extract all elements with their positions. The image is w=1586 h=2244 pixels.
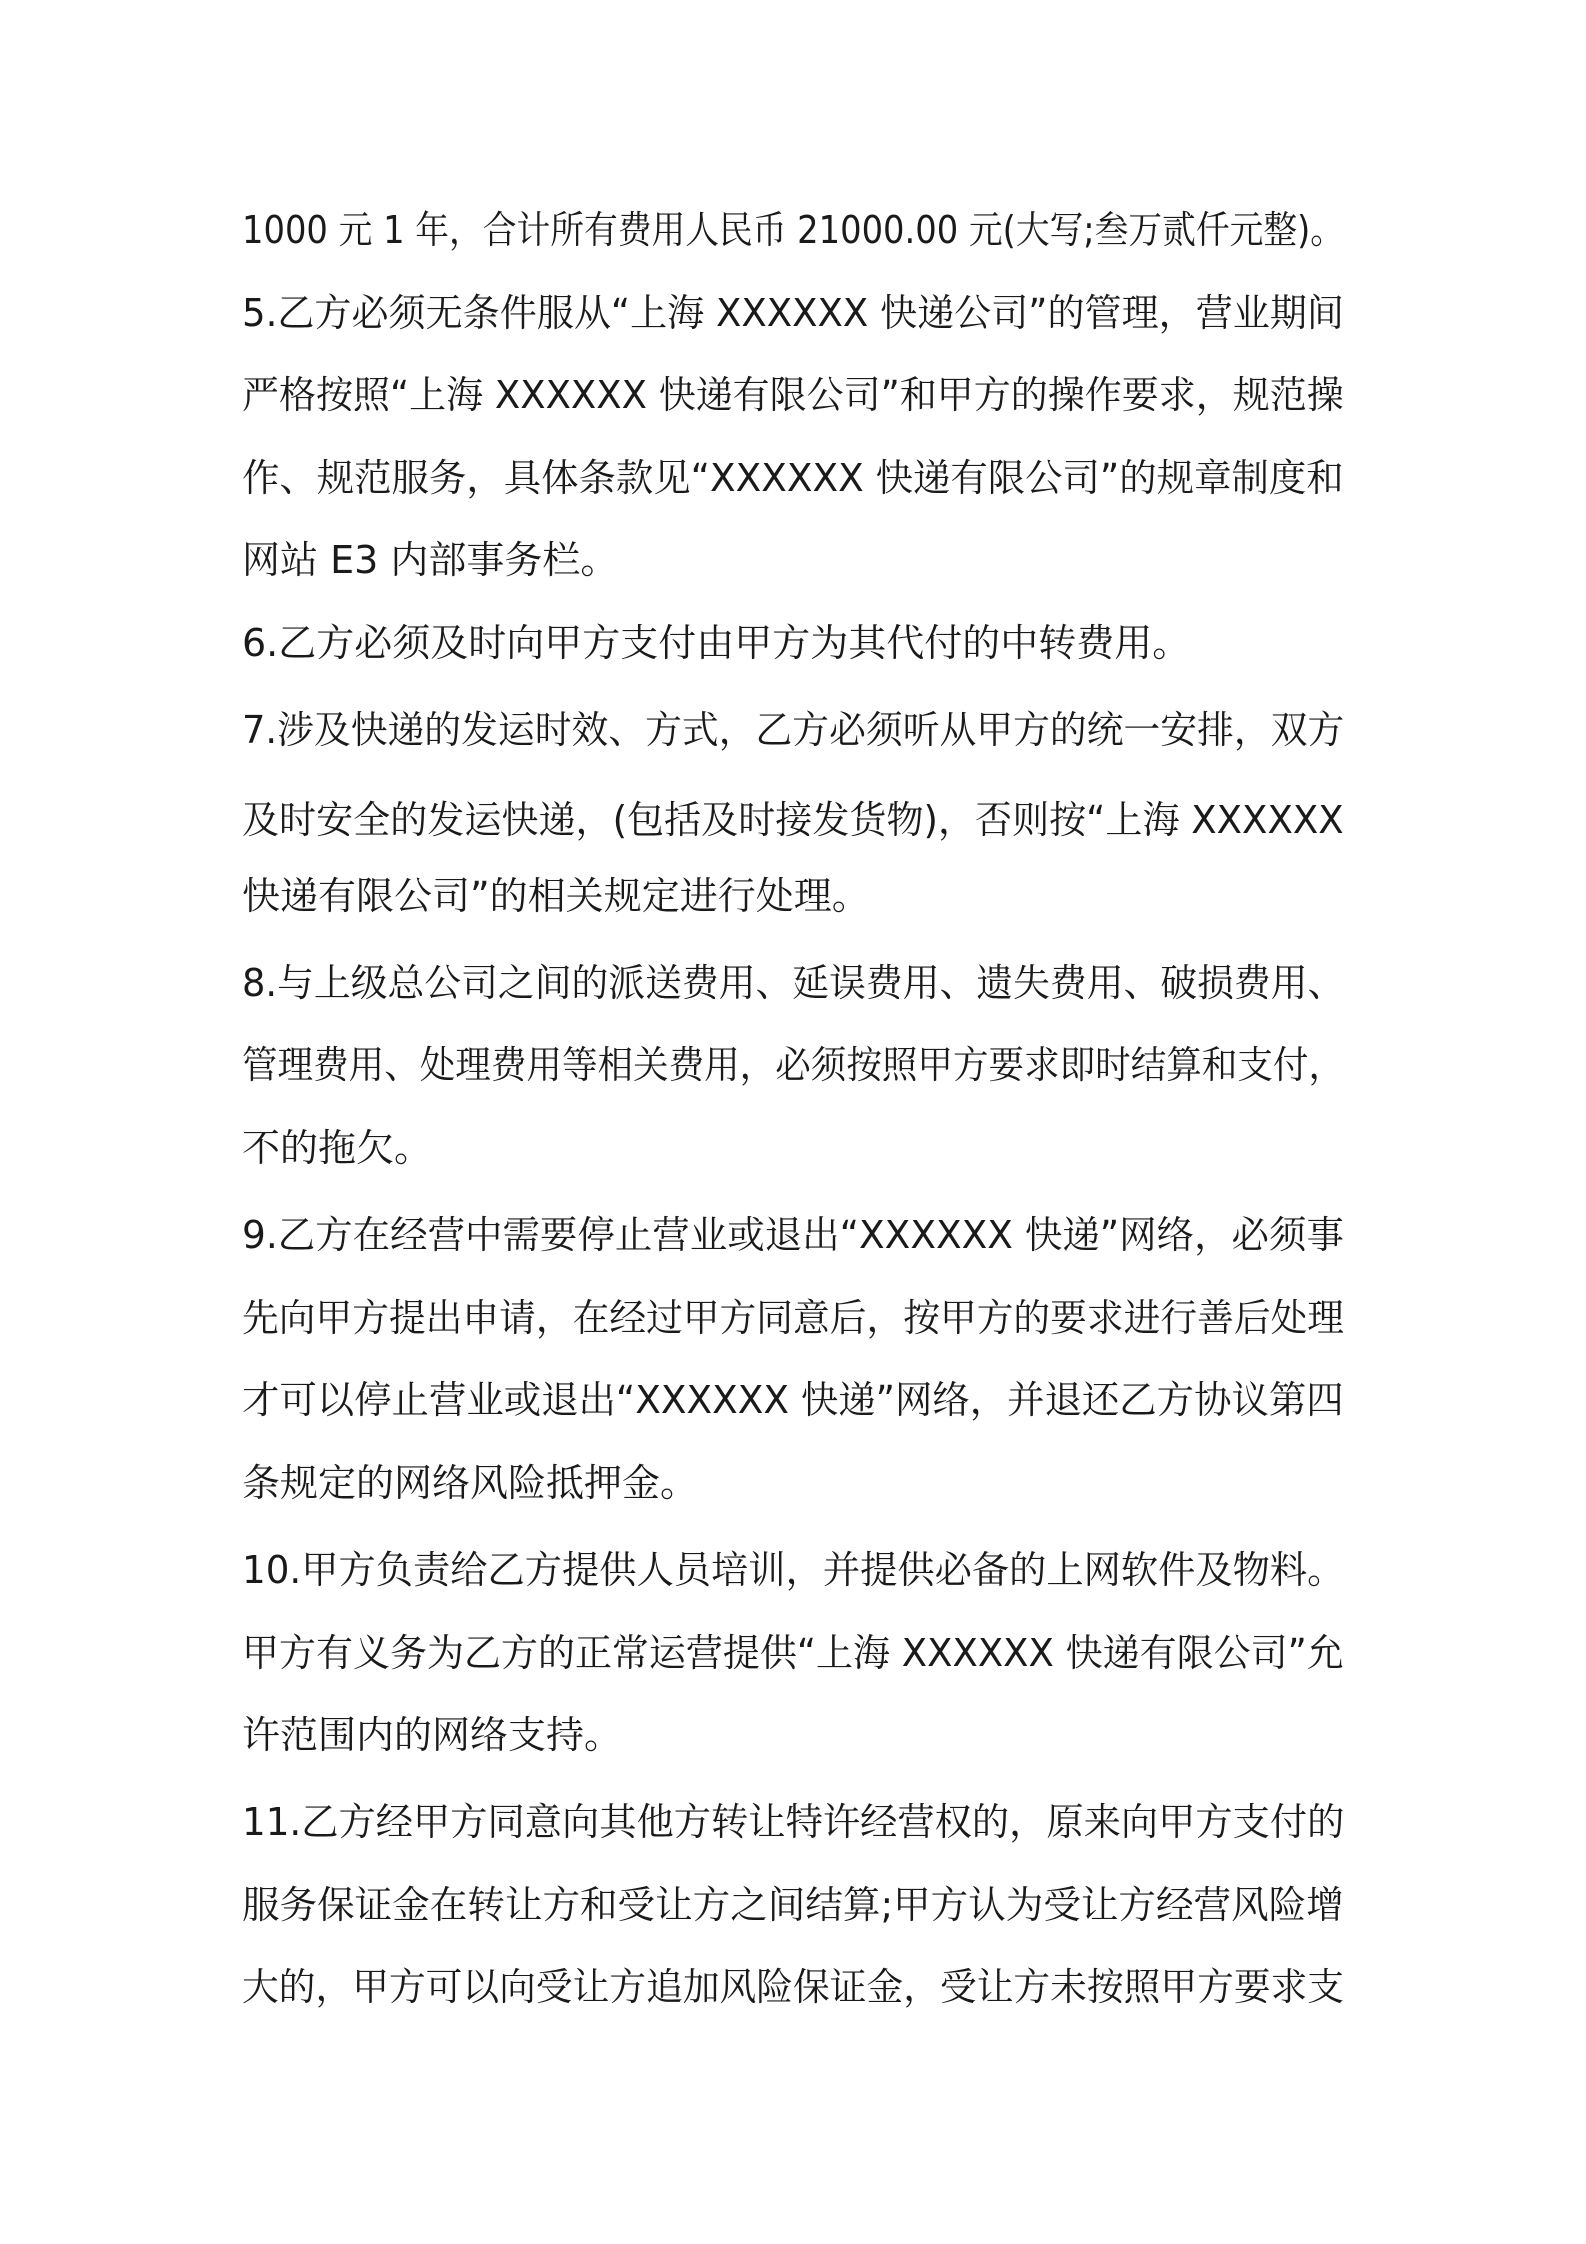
text-line: 快递有限公司”的相关规定进行处理。 xyxy=(242,874,870,918)
text-line: 及时安全的发运快递，(包括及时接发货物)，否则按“上海 XXXXXX xyxy=(242,798,1344,842)
text-line: 9.乙方在经营中需要停止营业或退出“XXXXXX 快递”网络，必须事 xyxy=(242,1213,1344,1257)
text-line: 7.涉及快递的发运时效、方式，乙方必须听从甲方的统一安排，双方 xyxy=(242,708,1345,752)
text-line: 1000 元 1 年，合计所有费用人民币 21000.00 元(大写;叁万贰仟元整)。 xyxy=(242,208,1345,252)
text-line: 才可以停止营业或退出“XXXXXX 快递”网络，并退还乙方协议第四 xyxy=(242,1378,1344,1422)
text-line: 5.乙方必须无条件服从“上海 XXXXXX 快递公司”的管理，营业期间 xyxy=(242,291,1344,335)
text-line: 甲方有义务为乙方的正常运营提供“上海 XXXXXX 快递有限公司”允 xyxy=(242,1631,1344,1675)
text-line: 网站 E3 内部事务栏。 xyxy=(242,538,619,582)
text-line: 严格按照“上海 XXXXXX 快递有限公司”和甲方的操作要求，规范操 xyxy=(242,373,1344,417)
text-line: 作、规范服务，具体条款见“XXXXXX 快递有限公司”的规章制度和 xyxy=(242,456,1344,500)
text-line: 许范围内的网络支持。 xyxy=(242,1713,623,1757)
text-line: 大的，甲方可以向受让方追加风险保证金，受让方未按照甲方要求支 xyxy=(242,1965,1345,2009)
text-line: 管理费用、处理费用等相关费用，必须按照甲方要求即时结算和支付， xyxy=(242,1043,1345,1087)
text-line: 11.乙方经甲方同意向其他方转让特许经营权的，原来向甲方支付的 xyxy=(242,1800,1345,1844)
text-line: 8.与上级总公司之间的派送费用、延误费用、遗失费用、破损费用、 xyxy=(242,961,1345,1005)
text-line: 条规定的网络风险抵押金。 xyxy=(242,1461,699,1505)
text-line: 不的拖欠。 xyxy=(242,1126,433,1170)
text-line: 先向甲方提出申请，在经过甲方同意后，按甲方的要求进行善后处理 xyxy=(242,1296,1345,1340)
text-line: 10.甲方负责给乙方提供人员培训，并提供必备的上网软件及物料。 xyxy=(242,1548,1345,1592)
text-line: 服务保证金在转让方和受让方之间结算;甲方认为受让方经营风险增 xyxy=(242,1883,1344,1927)
text-line: 6.乙方必须及时向甲方支付由甲方为其代付的中转费用。 xyxy=(242,621,1191,665)
